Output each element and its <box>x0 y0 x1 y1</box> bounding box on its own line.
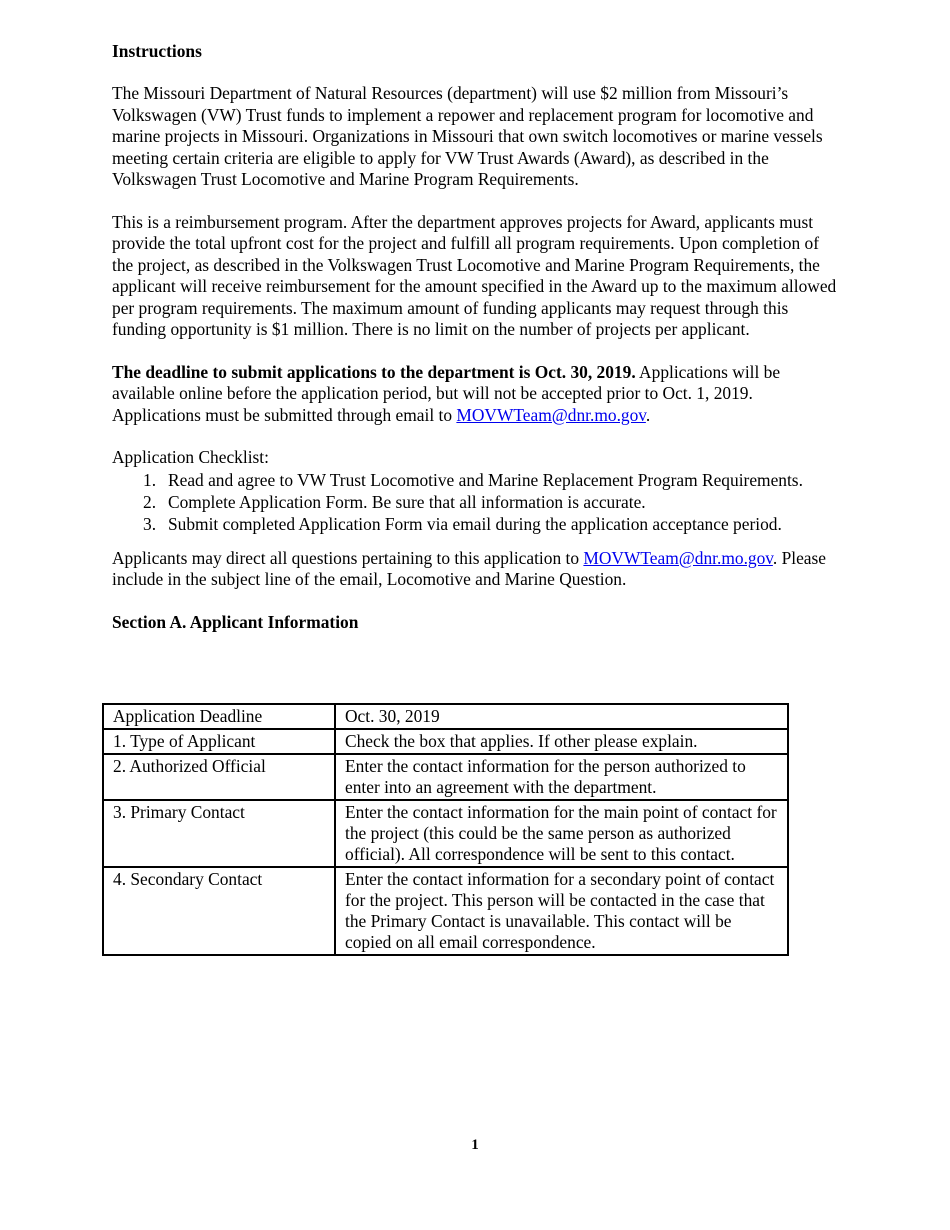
reimbursement-paragraph: This is a reimbursement program. After the department approves projects for Award, applicants must provide the total upfront cost for the project and fulfill all program requirements. Upon completion of the project, as described in the Volkswagen Trust Locomotive and Marine Program Requirements, the applicant will receive reimbursement for the amount specified in the Award up to the maximum allowed per program requirements. The maximum amount of funding applicants may request through this funding opportunity is $1 million. There is no limit on the number of projects per applicant. <box>112 211 837 339</box>
checklist-item-number: 2. <box>143 491 157 512</box>
instructions-heading: Instructions <box>112 41 202 61</box>
checklist-item-number: 3. <box>143 513 157 534</box>
deadline-paragraph <box>112 362 844 427</box>
intro-paragraph: The Missouri Department of Natural Resources (department) will use $2 million from Missouri’s Volkswagen (VW) Trust funds to implement a repower and replacement program for locomotive and marine projects in Missouri. Organizations in Missouri that own switch locomotives or marine vessels meeting certain criteria are eligible to apply for VW Trust Awards (Award), as described in the Volkswagen Trust Locomotive and Marine Program Requirements. <box>112 83 823 189</box>
checklist-item-text: Complete Application Form. Be sure that all information is accurate. <box>168 491 646 512</box>
checklist-item-number: 1. <box>143 469 157 490</box>
questions-email-link[interactable]: MOVWTeam@dnr.mo.gov <box>583 547 773 568</box>
application-checklist <box>112 469 844 535</box>
deadline-period: . <box>645 404 651 425</box>
row-value: Enter the contact information for the person authorized to enter into an agreement with the department. <box>335 754 788 800</box>
document-page <box>112 40 844 633</box>
row-label: 2. Authorized Official <box>103 754 335 800</box>
submission-email-link[interactable]: MOVWTeam@dnr.mo.gov <box>456 404 646 425</box>
table-row <box>103 754 788 800</box>
deadline-details: Applications will be available online before the application period, but will not be accepted prior to Oct. 1, 2019. Applications must be submitted through email to <box>112 361 781 425</box>
section-a-heading: Section A. Applicant Information <box>112 611 359 632</box>
questions-prefix: Applicants may direct all questions pertaining to this application to <box>112 547 584 568</box>
row-label: 1. Type of Applicant <box>103 729 335 754</box>
row-value: Check the box that applies. If other please explain. <box>335 729 788 754</box>
checklist-item <box>112 491 844 513</box>
table-row <box>103 729 788 754</box>
row-label: 4. Secondary Contact <box>103 867 335 955</box>
checklist-item-text: Read and agree to VW Trust Locomotive and Marine Replacement Program Requirements. <box>168 469 803 490</box>
page-number: 1 <box>471 1137 479 1153</box>
deadline-statement: The deadline to submit applications to the department is Oct. 30, 2019. <box>112 361 636 382</box>
checklist-item <box>112 513 844 535</box>
checklist-item-text: Submit completed Application Form via email during the application acceptance period. <box>168 513 782 534</box>
questions-suffix: . Please include in the subject line of the email, Locomotive and Marine Question. <box>112 547 826 589</box>
table-row <box>103 800 788 867</box>
applicant-info-table <box>102 703 789 956</box>
table-row <box>103 867 788 955</box>
table-row <box>103 704 788 729</box>
row-label: Application Deadline <box>103 704 335 729</box>
row-value: Enter the contact information for a secondary point of contact for the project. This person will be contacted in the case that the Primary Contact is unavailable. This contact will be copied on all email correspondence. <box>335 867 788 955</box>
row-value: Oct. 30, 2019 <box>335 704 788 729</box>
row-value: Enter the contact information for the main point of contact for the project (this could be the same person as authorized official). All correspondence will be sent to this contact. <box>335 800 788 867</box>
questions-paragraph <box>112 548 844 591</box>
checklist-item <box>112 469 844 491</box>
checklist-title: Application Checklist: <box>112 447 269 467</box>
row-label: 3. Primary Contact <box>103 800 335 867</box>
